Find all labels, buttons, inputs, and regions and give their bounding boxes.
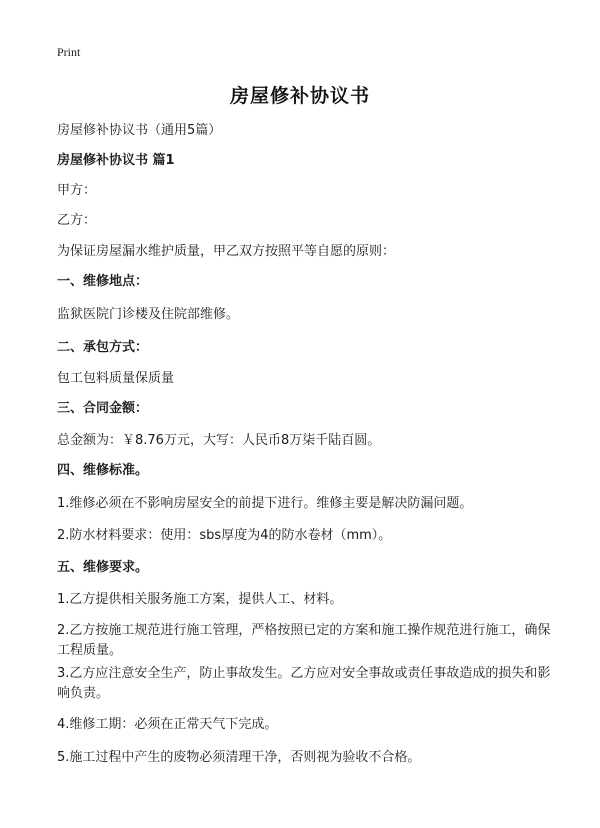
document-title: 房屋修补协议书 [229, 85, 370, 107]
section-1-heading: 一、维修地点： [57, 274, 149, 289]
party-a-line: 甲方： [57, 183, 97, 198]
section-5-item-5: 5.施工过程中产生的废物必须清理干净，否则视为验收不合格。 [57, 750, 421, 765]
section-5-item-2: 2.乙方按施工规范进行施工管理，严格按照已定的方案和施工操作规范进行施工，确保工程质量。 [57, 623, 551, 658]
section-2-heading: 二、承包方式： [57, 340, 149, 355]
section-5-item-3: 3.乙方应注意安全生产，防止事故发生。乙方应对安全事故或责任事故造成的损失和影响负责。 [57, 666, 551, 701]
section-5-item-4: 4.维修工期：必须在正常天气下完成。 [57, 717, 278, 732]
section-2-text: 包工包料质量保质量 [57, 371, 175, 386]
section-4-item-2: 2.防水材料要求：使用：sbs厚度为4的防水卷材（mm）。 [57, 528, 392, 543]
chapter-title: 房屋修补协议书 篇1 [57, 153, 175, 168]
section-4-heading: 四、维修标准。 [57, 463, 149, 478]
print-link[interactable]: Print [57, 45, 81, 59]
intro-paragraph: 为保证房屋漏水维护质量，甲乙双方按照平等自愿的原则： [57, 244, 396, 259]
section-5-item-1: 1.乙方提供相关服务施工方案，提供人工、材料。 [57, 592, 343, 607]
party-b-line: 乙方： [57, 213, 97, 228]
section-4-item-1: 1.维修必须在不影响房屋安全的前提下进行。维修主要是解决防漏问题。 [57, 496, 473, 511]
section-3-heading: 三、合同金额： [57, 401, 149, 416]
section-3-text: 总金额为：￥8.76万元，大写：人民币8万柒千陆百圆。 [57, 433, 381, 448]
section-1-text: 监狱医院门诊楼及住院部维修。 [57, 307, 240, 322]
section-5-heading: 五、维修要求。 [57, 560, 149, 575]
document-subtitle: 房屋修补协议书（通用5篇） [57, 123, 222, 138]
